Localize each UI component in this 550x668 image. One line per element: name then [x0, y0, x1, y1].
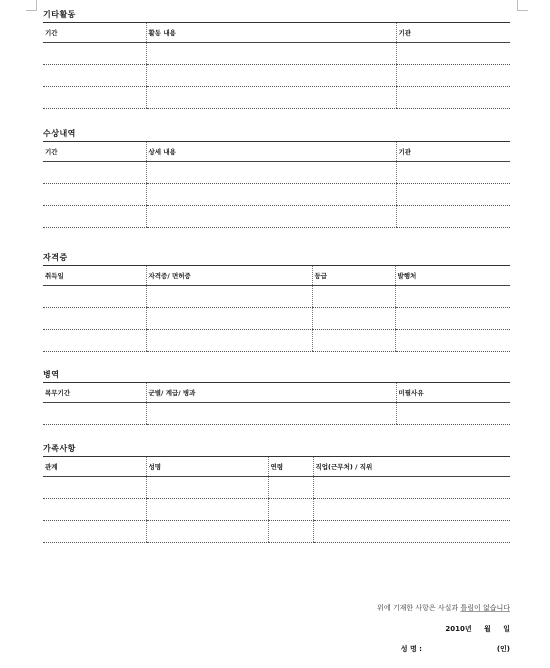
page-corner-marker-right: [517, 0, 528, 11]
table-row: [43, 499, 510, 521]
table-row: [43, 206, 510, 228]
empty-cell[interactable]: [146, 499, 268, 521]
empty-cell[interactable]: [146, 477, 268, 499]
empty-cell[interactable]: [43, 184, 146, 206]
column-header: 연령: [268, 457, 313, 477]
table-row: [43, 43, 510, 65]
empty-cell[interactable]: [396, 162, 510, 184]
empty-cell[interactable]: [146, 206, 396, 228]
empty-cell[interactable]: [313, 499, 510, 521]
table-header-row: [43, 266, 510, 286]
table-row: [43, 65, 510, 87]
empty-cell[interactable]: [43, 206, 146, 228]
empty-cell[interactable]: [396, 206, 510, 228]
empty-cell[interactable]: [312, 308, 395, 330]
empty-cell[interactable]: [395, 286, 510, 308]
section-family: [43, 442, 510, 543]
table-row: [43, 477, 510, 499]
empty-cell[interactable]: [43, 403, 146, 425]
signature-date: [43, 624, 510, 634]
empty-cell[interactable]: [43, 65, 146, 87]
awards-table: [43, 141, 510, 228]
empty-cell[interactable]: [43, 330, 146, 352]
empty-cell[interactable]: [396, 87, 510, 109]
empty-cell[interactable]: [268, 521, 313, 543]
empty-cell[interactable]: [146, 43, 396, 65]
table-header-row: [43, 383, 510, 403]
signature-line: [43, 644, 510, 654]
empty-cell[interactable]: [396, 43, 510, 65]
table-row: [43, 308, 510, 330]
column-header: 등급: [312, 266, 395, 286]
empty-cell[interactable]: [396, 184, 510, 206]
empty-cell[interactable]: [268, 477, 313, 499]
declaration-part-2: 틀림이 없습니다: [460, 604, 510, 612]
other-activities-table: [43, 22, 510, 109]
empty-cell[interactable]: [43, 499, 146, 521]
column-header: 기간: [43, 23, 146, 43]
empty-cell[interactable]: [396, 403, 510, 425]
empty-cell[interactable]: [146, 87, 396, 109]
section-certificates: [43, 251, 510, 352]
table-row: [43, 330, 510, 352]
table-row: [43, 286, 510, 308]
empty-cell[interactable]: [146, 330, 312, 352]
column-header: 자격증/ 면허증: [146, 266, 312, 286]
table-row: [43, 87, 510, 109]
empty-cell[interactable]: [395, 330, 510, 352]
section-title: 자격증: [43, 253, 68, 262]
date-year: 2010년: [445, 625, 472, 633]
empty-cell[interactable]: [146, 65, 396, 87]
certificates-table: [43, 265, 510, 352]
empty-cell[interactable]: [43, 286, 146, 308]
section-title: 기타활동: [43, 10, 76, 19]
column-header: 활동 내용: [146, 23, 396, 43]
table-header-row: [43, 457, 510, 477]
column-header: 군별/ 계급/ 병과: [146, 383, 396, 403]
empty-cell[interactable]: [43, 87, 146, 109]
column-header: 취득일: [43, 266, 146, 286]
empty-cell[interactable]: [43, 521, 146, 543]
section-awards: [43, 127, 510, 228]
table-row: [43, 403, 510, 425]
empty-cell[interactable]: [146, 308, 312, 330]
date-month: 월: [484, 625, 491, 633]
section-title: 병역: [43, 370, 60, 379]
column-header: 성명: [146, 457, 268, 477]
table-row: [43, 184, 510, 206]
declaration-text: [43, 603, 510, 613]
empty-cell[interactable]: [312, 286, 395, 308]
empty-cell[interactable]: [146, 521, 268, 543]
column-header: 미필사유: [396, 383, 510, 403]
empty-cell[interactable]: [396, 65, 510, 87]
column-header: 상세 내용: [146, 142, 396, 162]
section-title: 수상내역: [43, 129, 76, 138]
military-table: [43, 382, 510, 425]
section-military: [43, 368, 510, 425]
table-header-row: [43, 23, 510, 43]
date-day: 일: [503, 625, 510, 633]
empty-cell[interactable]: [313, 477, 510, 499]
table-row: [43, 162, 510, 184]
empty-cell[interactable]: [312, 330, 395, 352]
column-header: 기관: [396, 142, 510, 162]
declaration-part-1: 위에 기재한 사항은 사실과: [377, 604, 459, 612]
column-header: 기간: [43, 142, 146, 162]
empty-cell[interactable]: [43, 43, 146, 65]
empty-cell[interactable]: [146, 403, 396, 425]
empty-cell[interactable]: [43, 308, 146, 330]
column-header: 복무기간: [43, 383, 146, 403]
column-header: 관계: [43, 457, 146, 477]
empty-cell[interactable]: [146, 286, 312, 308]
signature-name-label: 성 명 :: [400, 645, 422, 653]
empty-cell[interactable]: [395, 308, 510, 330]
empty-cell[interactable]: [146, 184, 396, 206]
seal-label: (인): [496, 645, 510, 653]
table-row: [43, 521, 510, 543]
empty-cell[interactable]: [268, 499, 313, 521]
empty-cell[interactable]: [43, 477, 146, 499]
section-other-activities: [43, 8, 510, 109]
family-table: [43, 456, 510, 543]
empty-cell[interactable]: [43, 162, 146, 184]
column-header: 기관: [396, 23, 510, 43]
table-header-row: [43, 142, 510, 162]
empty-cell[interactable]: [313, 521, 510, 543]
column-header: 직업(근무처) / 직위: [313, 457, 510, 477]
column-header: 발행처: [395, 266, 510, 286]
empty-cell[interactable]: [146, 162, 396, 184]
page-corner-marker-left: [26, 0, 37, 11]
section-title: 가족사항: [43, 444, 76, 453]
